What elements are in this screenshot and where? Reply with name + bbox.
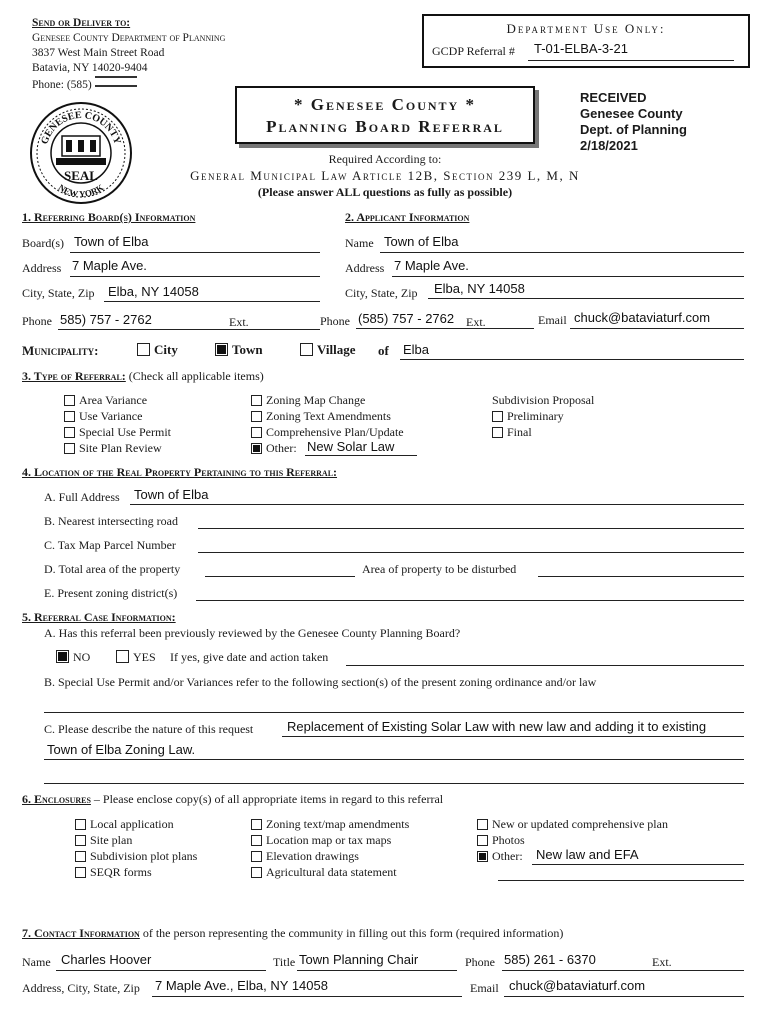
municipality-village-option[interactable]: Village xyxy=(300,342,356,358)
use-variance-checkbox[interactable] xyxy=(64,411,75,422)
dept-phone: Phone: (585) xyxy=(32,79,92,91)
contact-name-field[interactable]: Charles Hoover xyxy=(61,952,152,967)
photos-option[interactable]: Photos xyxy=(477,832,668,848)
preliminary-option[interactable]: Preliminary xyxy=(492,408,594,424)
zoning-text-amendments-checkbox[interactable] xyxy=(251,411,262,422)
special-use-permit-checkbox[interactable] xyxy=(64,427,75,438)
svg-text:SEAL: SEAL xyxy=(64,168,98,183)
send-to-title: Send or Deliver to: xyxy=(32,17,131,29)
referral-number-label: GCDP Referral # xyxy=(432,44,515,58)
section3-header: 3. Type of Referral: (Check all applicable items) xyxy=(22,369,264,383)
preliminary-checkbox[interactable] xyxy=(492,411,503,422)
previously-reviewed-label: A. Has this referral been previously reviewed by the Genesee County Planning Board? xyxy=(44,626,461,640)
full-address-label: A. Full Address xyxy=(44,490,120,504)
department-use-box xyxy=(422,14,750,68)
svg-text:NEW YORK: NEW YORK xyxy=(56,182,106,200)
ref-phone-label: Phone xyxy=(22,314,52,328)
ref-address-label: Address xyxy=(22,261,62,275)
contact-title-label: Title xyxy=(273,955,296,969)
received-line2: Genesee County xyxy=(580,106,683,121)
zoning-text-map-checkbox[interactable] xyxy=(251,819,262,830)
section6-header: 6. Enclosures – Please enclose copy(s) of all appropriate items in regard to this referral xyxy=(22,792,444,806)
subdivision-proposal-label: Subdivision Proposal xyxy=(492,393,595,407)
tax-map-label: C. Tax Map Parcel Number xyxy=(44,538,176,552)
site-plan-review-option[interactable]: Site Plan Review xyxy=(64,440,171,456)
village-checkbox[interactable] xyxy=(300,343,313,356)
app-address-field[interactable]: 7 Maple Ave. xyxy=(394,258,469,273)
site-plan-option[interactable]: Site plan xyxy=(75,832,197,848)
special-use-sections-label: B. Special Use Permit and/or Variances refer to the following section(s) of the present zoning ordinance and/or law xyxy=(44,675,597,689)
app-name-field[interactable]: Town of Elba xyxy=(384,234,459,249)
request-nature-field-line3[interactable] xyxy=(44,783,744,784)
reviewed-no-option[interactable]: NO xyxy=(56,650,90,665)
section2-title: 2. Applicant Information xyxy=(345,210,470,224)
photos-checkbox[interactable] xyxy=(477,835,488,846)
seqr-forms-checkbox[interactable] xyxy=(75,867,86,878)
boards-label: Board(s) xyxy=(22,236,64,250)
site-plan-checkbox[interactable] xyxy=(75,835,86,846)
special-use-sections-field[interactable] xyxy=(44,712,744,713)
agricultural-data-checkbox[interactable] xyxy=(251,867,262,878)
section7-header: 7. Contact Information of the person representing the community in filling out this form (required information) xyxy=(22,926,564,940)
subdivision-plot-plans-checkbox[interactable] xyxy=(75,851,86,862)
zoning-text-amendments-option[interactable]: Zoning Text Amendments xyxy=(251,408,404,424)
site-plan-review-checkbox[interactable] xyxy=(64,443,75,454)
dept-address1: 3837 West Main Street Road xyxy=(32,47,165,59)
ref-city-field[interactable]: Elba, NY 14058 xyxy=(108,284,199,299)
contact-address-label: Address, City, State, Zip xyxy=(22,981,140,995)
zoning-map-change-option[interactable]: Zoning Map Change xyxy=(251,392,404,408)
comprehensive-plan-enclosure-checkbox[interactable] xyxy=(477,819,488,830)
form-title-line2: Planning Board Referral xyxy=(266,117,504,136)
request-nature-field-line2[interactable]: Town of Elba Zoning Law. xyxy=(47,742,196,757)
disturbed-area-label: Area of property to be disturbed xyxy=(362,562,517,576)
elevation-drawings-checkbox[interactable] xyxy=(251,851,262,862)
subdivision-plot-plans-option[interactable]: Subdivision plot plans xyxy=(75,848,197,864)
contact-email-label: Email xyxy=(470,981,499,995)
municipality-name-field[interactable]: Elba xyxy=(403,342,430,357)
town-checkbox[interactable] xyxy=(215,343,228,356)
required-block xyxy=(0,152,770,200)
location-map-option[interactable]: Location map or tax maps xyxy=(251,832,409,848)
required-law: General Municipal Law Article 12B, Section 239 L, M, N xyxy=(190,168,580,183)
referral-type-col3 xyxy=(492,392,594,440)
special-use-permit-option[interactable]: Special Use Permit xyxy=(64,424,171,440)
request-nature-field-line1[interactable]: Replacement of Existing Solar Law with new law and adding it to existing xyxy=(287,719,707,734)
app-address-label: Address xyxy=(345,261,385,275)
section1-title: 1. Referring Board(s) Information xyxy=(22,210,196,224)
other-enclosure-checkbox[interactable] xyxy=(477,851,488,862)
app-name-label: Name xyxy=(345,236,374,250)
contact-title-field[interactable]: Town Planning Chair xyxy=(299,952,419,967)
area-variance-option[interactable]: Area Variance xyxy=(64,392,171,408)
app-email-label: Email xyxy=(538,313,567,327)
comprehensive-plan-option[interactable]: Comprehensive Plan/Update xyxy=(251,424,404,440)
ref-address-field[interactable]: 7 Maple Ave. xyxy=(72,258,147,273)
nearest-road-label: B. Nearest intersecting road xyxy=(44,514,178,528)
zoning-district-label: E. Present zoning district(s) xyxy=(44,586,178,600)
total-area-label: D. Total area of the property xyxy=(44,562,181,576)
app-phone-label: Phone xyxy=(320,314,350,328)
municipality-city-option[interactable]: City xyxy=(137,342,178,358)
if-yes-label: If yes, give date and action taken xyxy=(170,650,329,664)
received-line1: RECEIVED xyxy=(580,90,647,105)
city-checkbox[interactable] xyxy=(137,343,150,356)
contact-email-field[interactable]: chuck@bataviaturf.com xyxy=(509,978,646,993)
redacted-phone-mark xyxy=(95,76,137,87)
required-line1: Required According to: xyxy=(328,152,442,166)
comprehensive-plan-enclosure-option[interactable]: New or updated comprehensive plan xyxy=(477,816,668,832)
final-option[interactable]: Final xyxy=(492,424,594,440)
dept-name: Genesee County Department of Planning xyxy=(32,32,226,44)
form-title-line1: * Genesee County * xyxy=(294,95,476,114)
contact-phone-label: Phone xyxy=(465,955,495,969)
section5-title: 5. Referral Case Information: xyxy=(22,610,176,624)
other-referral-checkbox[interactable] xyxy=(251,443,262,454)
dept-use-title: Department Use Only: xyxy=(506,21,666,36)
svg-text:GENESEE COUNTY: GENESEE COUNTY xyxy=(39,109,123,146)
app-email-field[interactable]: chuck@bataviaturf.com xyxy=(574,310,711,325)
send-to-block xyxy=(32,16,225,93)
municipality-town-option[interactable]: Town xyxy=(215,342,263,358)
if-yes-field[interactable] xyxy=(346,665,744,666)
nearest-road-field[interactable] xyxy=(198,528,744,529)
enclosures-col2 xyxy=(251,816,409,880)
reviewed-yes-checkbox[interactable] xyxy=(116,650,129,663)
tax-map-field[interactable] xyxy=(198,552,744,553)
other-referral-field[interactable]: New Solar Law xyxy=(307,439,395,454)
app-ext-label: Ext. xyxy=(466,315,486,329)
other-enclosure-field[interactable]: New law and EFA xyxy=(536,847,639,862)
agricultural-data-option[interactable]: Agricultural data statement xyxy=(251,864,409,880)
dept-address2: Batavia, NY 14020-9404 xyxy=(32,62,148,74)
elevation-drawings-option[interactable]: Elevation drawings xyxy=(251,848,409,864)
received-line3: Dept. of Planning xyxy=(580,122,687,137)
required-instructions: (Please answer ALL questions as fully as possible) xyxy=(257,185,513,199)
reviewed-yes-option[interactable]: YES xyxy=(116,650,156,665)
seqr-forms-option[interactable]: SEQR forms xyxy=(75,864,197,880)
municipality-of-label: of xyxy=(378,343,389,358)
comprehensive-plan-checkbox[interactable] xyxy=(251,427,262,438)
location-map-checkbox[interactable] xyxy=(251,835,262,846)
contact-ext-label: Ext. xyxy=(652,955,672,969)
area-variance-checkbox[interactable] xyxy=(64,395,75,406)
form-title-box xyxy=(235,86,535,144)
received-stamp xyxy=(580,90,687,154)
municipality-label: Municipality: xyxy=(22,343,99,358)
final-checkbox[interactable] xyxy=(492,427,503,438)
other-enclosure-option[interactable]: Other: xyxy=(477,848,668,864)
ref-phone-field[interactable]: 585) 757 - 2762 xyxy=(60,312,152,327)
app-phone-field[interactable]: (585) 757 - 2762 xyxy=(358,311,455,326)
received-date: 2/18/2021 xyxy=(580,138,638,153)
referral-number-value[interactable]: T-01-ELBA-3-21 xyxy=(534,41,628,56)
local-application-option[interactable]: Local application xyxy=(75,816,197,832)
enclosures-col1 xyxy=(75,816,197,880)
zoning-map-change-checkbox[interactable] xyxy=(251,395,262,406)
request-nature-label: C. Please describe the nature of this request xyxy=(44,722,254,736)
local-application-checkbox[interactable] xyxy=(75,819,86,830)
other-referral-option[interactable]: Other: xyxy=(251,440,404,456)
contact-address-field[interactable]: 7 Maple Ave., Elba, NY 14058 xyxy=(155,978,328,993)
boards-field[interactable]: Town of Elba xyxy=(74,234,149,249)
ref-city-label: City, State, Zip xyxy=(22,286,95,300)
ref-ext-label: Ext. xyxy=(229,315,249,329)
disturbed-area-field[interactable] xyxy=(538,576,744,577)
app-city-field[interactable]: Elba, NY 14058 xyxy=(434,281,525,296)
contact-name-label: Name xyxy=(22,955,51,969)
total-area-field[interactable] xyxy=(205,576,355,577)
zoning-text-map-option[interactable]: Zoning text/map amendments xyxy=(251,816,409,832)
use-variance-option[interactable]: Use Variance xyxy=(64,408,171,424)
app-city-label: City, State, Zip xyxy=(345,286,418,300)
section4-title: 4. Location of the Real Property Pertaining to this Referral: xyxy=(22,465,338,479)
reviewed-no-checkbox[interactable] xyxy=(56,650,69,663)
full-address-field[interactable]: Town of Elba xyxy=(134,487,209,502)
referral-type-col1 xyxy=(64,392,171,456)
zoning-district-field[interactable] xyxy=(196,600,744,601)
contact-phone-field[interactable]: 585) 261 - 6370 xyxy=(504,952,596,967)
